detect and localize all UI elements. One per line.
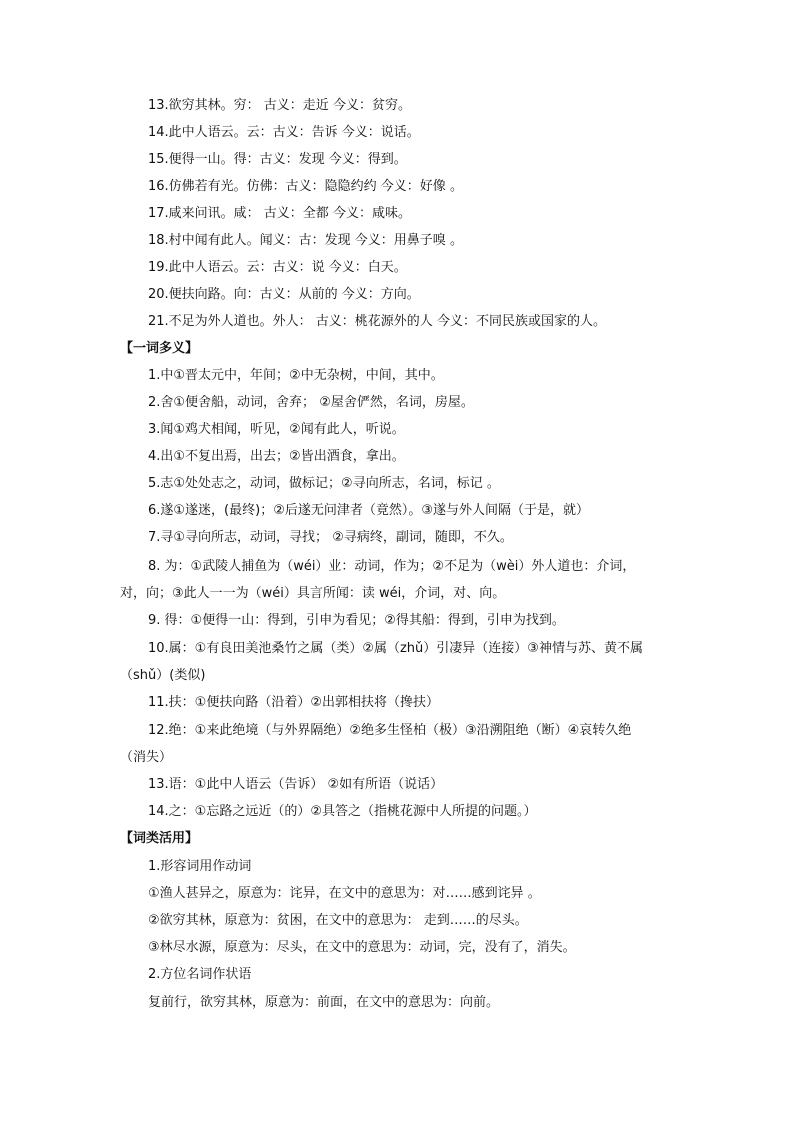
cilei-line: ③林尽水源，原意为：尽头，在文中的意思为：动词，完，没有了，消失。 <box>148 940 576 955</box>
guyi-item-13: 13.欲穷其林。穷： 古义：走近 今义：贫穷。 <box>148 98 411 113</box>
yiciduoyi-line: （shǔ）(类似) <box>120 668 206 683</box>
guyi-item-17: 17.咸来问讯。咸： 古义：全都 今义：咸味。 <box>148 206 411 221</box>
yiciduoyi-line: 8. 为：①武陵人捕鱼为（wéi）业：动词，作为；②不足为（wèi）外人道也：介词， <box>148 559 636 574</box>
cilei-line: ②欲穷其林，原意为：贫困，在文中的意思为： 走到……的尽头。 <box>148 913 528 928</box>
yiciduoyi-line: （消失） <box>120 750 173 765</box>
guyi-item-21: 21.不足为外人道也。外人： 古义：桃花源外的人 今义：不同民族或国家的人。 <box>148 314 606 329</box>
yiciduoyi-line: 13.语：①此中人语云（告诉） ②如有所语（说话） <box>148 777 444 792</box>
guyi-item-18: 18.村中闻有此人。闻义：古：发现 今义：用鼻子嗅 。 <box>148 233 463 248</box>
cilei-line: 复前行，欲穷其林，原意为：前面，在文中的意思为：向前。 <box>148 995 500 1010</box>
yiciduoyi-line: 6.遂①遂迷，(最终)；②后遂无问津者（竟然）。③遂与外人间隔（于是，就） <box>148 503 590 518</box>
yiciduoyi-line: 11.扶：①便扶向路（沿着）②出郭相扶将（搀扶） <box>148 695 439 710</box>
yiciduoyi-line: 14.之：①忘路之远近（的）②具答之（指桃花源中人所提的问题。） <box>148 804 537 819</box>
cilei-line: 1.形容词用作动词 <box>148 859 252 874</box>
yiciduoyi-line: 1.中①晋太元中，年间；②中无杂树，中间，其中。 <box>148 368 444 383</box>
yiciduoyi-line: 4.出①不复出焉，出去；②皆出酒食，拿出。 <box>148 449 405 464</box>
guyi-item-14: 14.此中人语云。云：古义：告诉 今义：说话。 <box>148 125 420 140</box>
yiciduoyi-line: 9. 得：①便得一山：得到，引申为看见；②得其船：得到，引申为找到。 <box>148 613 565 628</box>
yiciduoyi-line: 7.寻①寻向所志，动词，寻找； ②寻病终，副词，随即，不久。 <box>148 530 513 545</box>
guyi-item-19: 19.此中人语云。云：古义：说 今义：白天。 <box>148 260 407 275</box>
cilei-line: 2.方位名词作状语 <box>148 967 252 982</box>
yiciduoyi-line: 对，向；③此人一一为（wéi）具言所闻：读 wéi，介词，对、向。 <box>120 586 506 601</box>
guyi-item-20: 20.便扶向路。向：古义：从前的 今义：方向。 <box>148 287 420 302</box>
guyi-item-16: 16.仿佛若有光。仿佛：古义：隐隐约约 今义：好像 。 <box>148 179 463 194</box>
yiciduoyi-line: 12.绝：①来此绝境（与外界隔绝）②绝多生怪柏（极）③沿溯阻绝（断）④哀转久绝 <box>148 723 632 738</box>
guyi-item-15: 15.便得一山。得：古义：发现 今义：得到。 <box>148 152 407 167</box>
section-heading-cilei: 【词类活用】 <box>120 831 199 846</box>
section-heading-yiciduoyi: 【一词多义】 <box>120 341 199 356</box>
yiciduoyi-line: 3.闻①鸡犬相闻，听见，②闻有此人，听说。 <box>148 422 405 437</box>
yiciduoyi-line: 5.志①处处志之，动词，做标记；②寻向所志，名词，标记 。 <box>148 476 500 491</box>
cilei-line: ①渔人甚异之，原意为：诧异，在文中的意思为：对……感到诧异 。 <box>148 886 541 901</box>
yiciduoyi-line: 2.舍①便舍船，动词，舍弃； ②屋舍俨然，名词，房屋。 <box>148 395 474 410</box>
yiciduoyi-line: 10.属：①有良田美池桑竹之属（类）②属（zhǔ）引凄异（连接）③神情与苏、黄不属 <box>148 641 643 656</box>
